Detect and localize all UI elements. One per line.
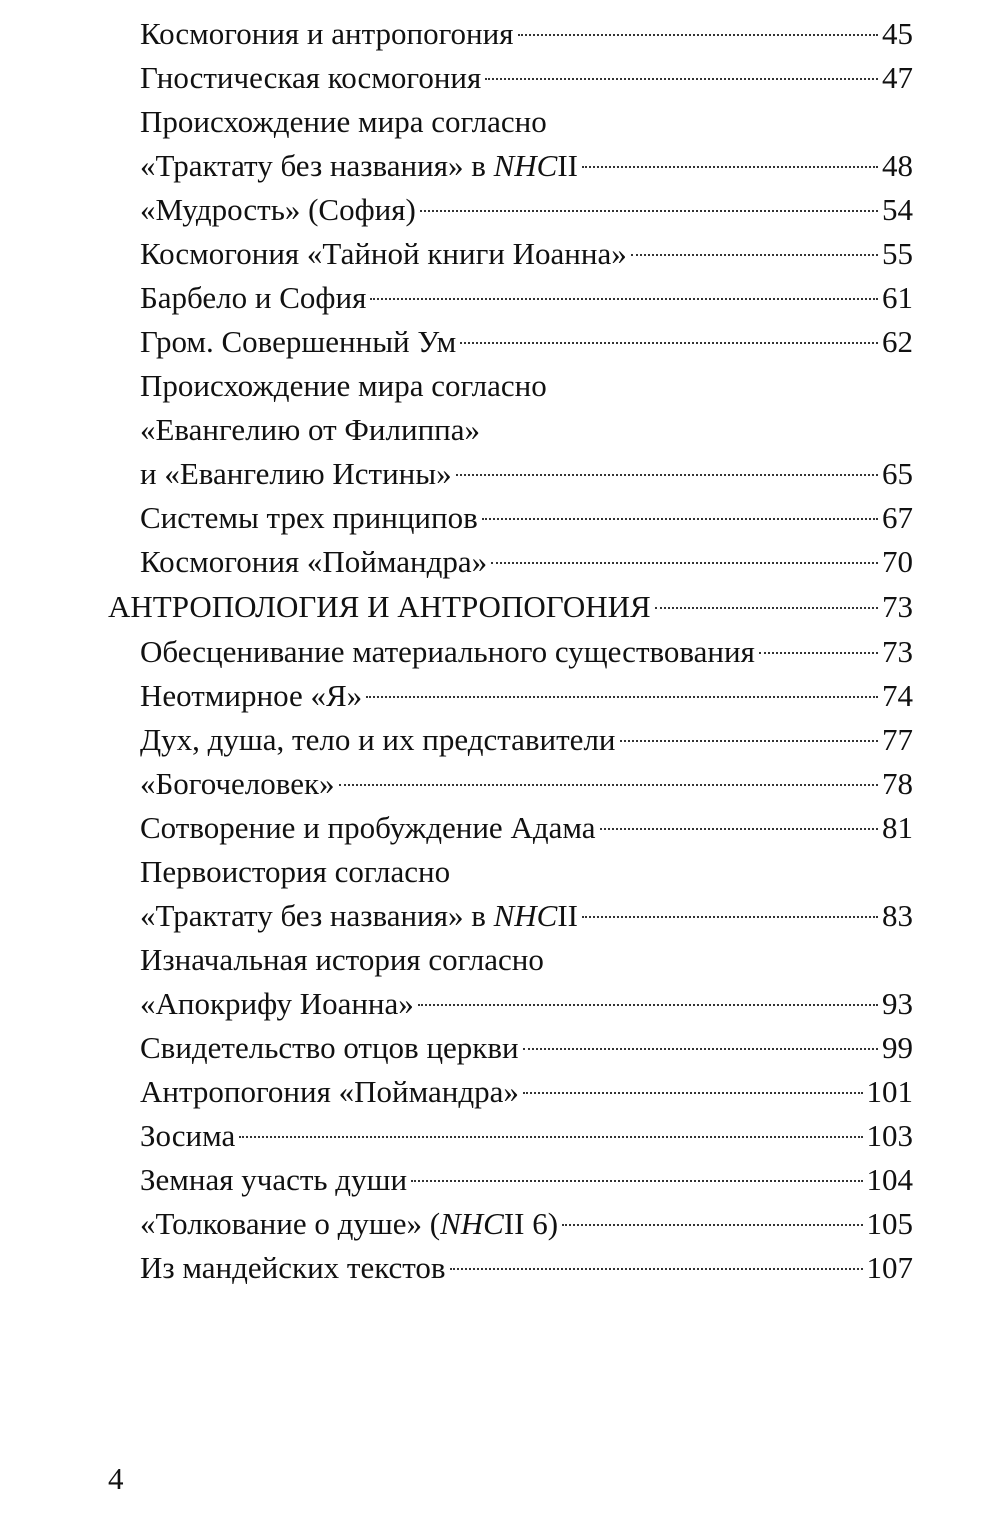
toc-entry-title: Обесценивание материального существования xyxy=(140,634,755,669)
toc-entry xyxy=(140,1246,913,1290)
toc-entry-title: «Трактату без названия» в NHCII xyxy=(140,148,578,183)
toc-entry-page: 55 xyxy=(882,236,913,271)
dot-leader xyxy=(339,764,878,794)
toc-entry-title: «Трактату без названия» в NHCII xyxy=(140,898,578,933)
toc-entry-continued xyxy=(140,850,913,894)
toc-entry-title: Неотмирное «Я» xyxy=(140,678,363,713)
toc-entry xyxy=(140,718,913,762)
toc-entry-page: 70 xyxy=(882,544,913,579)
dot-leader xyxy=(366,676,878,706)
toc-entry xyxy=(140,540,913,584)
toc-entry-page: 103 xyxy=(866,1118,913,1153)
toc-entry-title: Первоистория согласно xyxy=(140,854,451,889)
toc-entry-page: 81 xyxy=(882,810,913,845)
toc-entry-page: 65 xyxy=(882,456,913,491)
dot-leader xyxy=(562,1204,862,1234)
toc-entry-page: 67 xyxy=(882,500,913,535)
table-of-contents xyxy=(0,12,1000,1290)
toc-entry-title: Системы трех принципов xyxy=(140,500,478,535)
toc-entry-title: Дух, душа, тело и их представители xyxy=(140,722,616,757)
toc-section-page: 73 xyxy=(882,589,913,624)
toc-entry xyxy=(140,982,913,1026)
dot-leader xyxy=(456,454,878,484)
dot-leader xyxy=(482,498,878,528)
toc-entry-page: 83 xyxy=(882,898,913,933)
dot-leader xyxy=(518,14,879,44)
toc-entry-continued xyxy=(140,100,913,144)
toc-entry-title: Барбело и София xyxy=(140,280,367,315)
toc-entry-page: 105 xyxy=(866,1206,913,1241)
toc-entry-title: Происхождение мира согласно xyxy=(140,104,547,139)
toc-entry-title: Космогония и антропогония xyxy=(140,16,514,51)
toc-entry-page: 45 xyxy=(882,16,913,51)
dot-leader xyxy=(460,322,878,352)
toc-entry xyxy=(140,674,913,718)
dot-leader xyxy=(418,984,878,1014)
toc-entry-page: 62 xyxy=(882,324,913,359)
toc-entry-title: Из мандейских текстов xyxy=(140,1250,446,1285)
dot-leader xyxy=(411,1160,862,1190)
toc-entry-title: и «Евангелию Истины» xyxy=(140,456,452,491)
toc-entry xyxy=(140,320,913,364)
toc-entry xyxy=(140,894,913,938)
dot-leader xyxy=(582,896,878,926)
toc-entry-page: 93 xyxy=(882,986,913,1021)
toc-entry-title: Изначальная история согласно xyxy=(140,942,544,977)
toc-entry xyxy=(140,1114,913,1158)
toc-entry xyxy=(140,1026,913,1070)
toc-entry-page: 74 xyxy=(882,678,913,713)
toc-entry-continued xyxy=(140,364,913,408)
toc-entry-title: «Апокрифу Иоанна» xyxy=(140,986,414,1021)
toc-entry xyxy=(140,762,913,806)
toc-entry-title: Сотворение и пробуждение Адама xyxy=(140,810,596,845)
toc-entry-title: Космогония «Поймандра» xyxy=(140,544,488,579)
dot-leader xyxy=(582,146,878,176)
toc-entry-page: 48 xyxy=(882,148,913,183)
toc-entry-title: «Богочеловек» xyxy=(140,766,335,801)
toc-entry xyxy=(140,452,913,496)
dot-leader xyxy=(370,278,878,308)
toc-entry-page: 61 xyxy=(882,280,913,315)
toc-entry-page: 101 xyxy=(866,1074,913,1109)
dot-leader xyxy=(600,808,878,838)
toc-entry-page: 107 xyxy=(866,1250,913,1285)
toc-entry xyxy=(140,12,913,56)
dot-leader xyxy=(620,720,878,750)
toc-entry-continued xyxy=(140,408,913,452)
toc-section-heading xyxy=(108,584,913,630)
dot-leader xyxy=(239,1116,862,1146)
toc-entry-title: «Евангелию от Филиппа» xyxy=(140,412,481,447)
toc-entry-title: Зосима xyxy=(140,1118,236,1153)
toc-entry xyxy=(140,276,913,320)
toc-entry-title: Космогония «Тайной книги Иоанна» xyxy=(140,236,627,271)
toc-entry-title: Свидетельство отцов церкви xyxy=(140,1030,519,1065)
toc-entry-page: 54 xyxy=(882,192,913,227)
toc-entry-title: Земная участь души xyxy=(140,1162,408,1197)
toc-entry-page: 104 xyxy=(866,1162,913,1197)
dot-leader xyxy=(523,1072,863,1102)
toc-entry-page: 73 xyxy=(882,634,913,669)
toc-entry-title: Происхождение мира согласно xyxy=(140,368,547,403)
toc-entry xyxy=(140,1070,913,1114)
toc-entry-title: Гностическая космогония xyxy=(140,60,482,95)
dot-leader xyxy=(631,234,878,264)
toc-entry-title: Антропогония «Поймандра» xyxy=(140,1074,519,1109)
dot-leader xyxy=(759,632,878,662)
toc-entry-title: «Мудрость» (София) xyxy=(140,192,416,227)
dot-leader xyxy=(450,1248,863,1278)
toc-entry xyxy=(140,1158,913,1202)
toc-entry xyxy=(140,496,913,540)
toc-entry xyxy=(140,188,913,232)
toc-entry xyxy=(140,630,913,674)
dot-leader xyxy=(485,58,878,88)
toc-entry xyxy=(140,232,913,276)
toc-section-title: АНТРОПОЛОГИЯ И АНТРОПОГОНИЯ xyxy=(108,589,651,624)
toc-entry-title: «Толкование о душе» (NHCII 6) xyxy=(140,1206,559,1241)
toc-entry-page: 47 xyxy=(882,60,913,95)
toc-entry-continued xyxy=(140,938,913,982)
dot-leader xyxy=(491,542,878,572)
toc-entry xyxy=(140,806,913,850)
dot-leader xyxy=(420,190,878,220)
toc-entry xyxy=(140,56,913,100)
toc-entry xyxy=(140,1202,913,1246)
page-number: 4 xyxy=(108,1461,124,1496)
toc-entry-page: 99 xyxy=(882,1030,913,1065)
toc-entry-page: 77 xyxy=(882,722,913,757)
toc-entry-page: 78 xyxy=(882,766,913,801)
dot-leader xyxy=(523,1028,878,1058)
toc-entry xyxy=(140,144,913,188)
toc-entry-title: Гром. Совершенный Ум xyxy=(140,324,457,359)
dot-leader xyxy=(655,587,878,617)
